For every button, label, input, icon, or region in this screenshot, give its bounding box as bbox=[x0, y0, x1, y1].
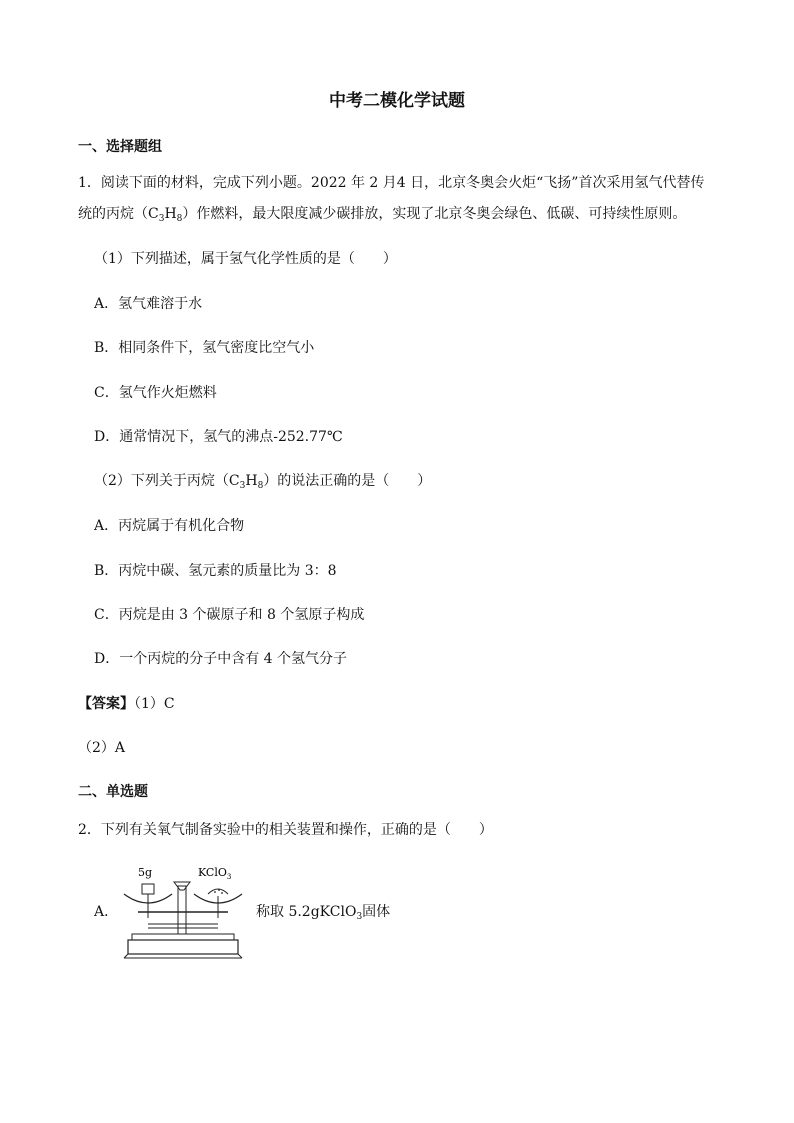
section-heading-choice-group: 一、选择题组 bbox=[78, 139, 162, 155]
question-2-stem: 2．下列有关氧气制备实验中的相关装置和操作，正确的是（ ） bbox=[78, 822, 493, 838]
sub1-option-c: C．氢气作火炬燃料 bbox=[94, 385, 217, 401]
sub1-option-d: D．通常情况下，氢气的沸点-252.77℃ bbox=[94, 429, 343, 445]
answer-line-1: 【答案】（1）C bbox=[78, 696, 175, 712]
sub1-option-b: B．相同条件下，氢气密度比空气小 bbox=[94, 340, 315, 356]
sub2-option-a: A．丙烷属于有机化合物 bbox=[94, 518, 245, 534]
q2-option-a-text: 称取 5.2gKClO$_3$固体 bbox=[256, 904, 391, 922]
page-title: 中考二模化学试题 bbox=[329, 91, 465, 111]
answer-label: 【答案】 bbox=[78, 696, 134, 712]
sub-question-2: （2）下列关于丙烷$(C_3H_8)$的说法正确的是（ ） bbox=[94, 473, 432, 491]
sub2-option-c: C．丙烷是由 3 个碳原子和 8 个氢原子构成 bbox=[94, 607, 365, 623]
balance-scale-figure bbox=[118, 862, 248, 962]
question-1-intro-line-1: 1．阅读下面的材料，完成下列小题。2022 年 2 月4 日，北京冬奥会火炬“飞扬”首次采用氢气代替传 bbox=[78, 175, 705, 191]
right-substance-label: KClO$_3$ bbox=[198, 866, 232, 881]
sub2-option-d: D．一个丙烷的分子中含有 4 个氢气分子 bbox=[94, 651, 348, 667]
q2-option-a-label: A． bbox=[94, 904, 119, 920]
left-weight-label: 5g bbox=[138, 866, 153, 879]
sub-question-1: （1）下列描述，属于氢气化学性质的是（ ） bbox=[94, 251, 397, 267]
sub2-option-b: B．丙烷中碳、氢元素的质量比为 3：8 bbox=[94, 563, 337, 579]
question-1-intro-line-2: 统的丙烷$(C_3H_8)$作燃料，最大限度减少碳排放，实现了北京冬奥会绿色、低碳、可持续性原则。 bbox=[78, 206, 687, 224]
sub1-option-a: A．氢气难溶于水 bbox=[94, 296, 203, 312]
answer-line-2: （2）A bbox=[78, 740, 126, 756]
section-heading-single-choice: 二、单选题 bbox=[78, 784, 148, 800]
